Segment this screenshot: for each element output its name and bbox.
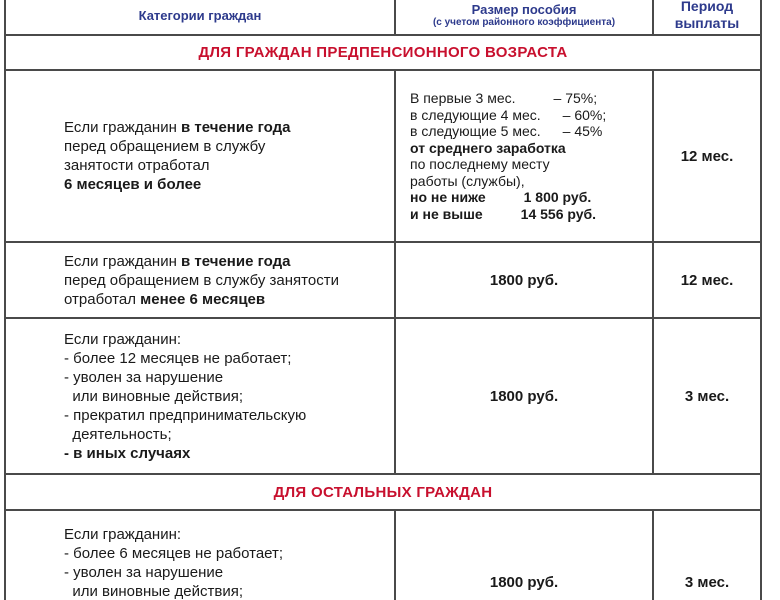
- text-line: [64, 252, 386, 271]
- table-row: [5, 242, 761, 318]
- text-line: Если гражданин:: [64, 526, 182, 543]
- text-line: Если гражданин:: [64, 330, 182, 348]
- text-line: [64, 290, 386, 309]
- text-line: - прекратил предпринимательскую: [64, 406, 307, 424]
- bold-fragment: в течение года: [181, 252, 291, 270]
- period-cell: 12 мес.: [653, 242, 761, 318]
- table-header-row: [5, 0, 761, 35]
- header-amount-label: Размер пособия: [471, 1, 577, 17]
- text-line: занятости отработал: [64, 157, 210, 174]
- text-fragment: отработал: [64, 290, 141, 308]
- section-others-title: ДЛЯ ОСТАЛЬНЫХ ГРАЖДАН: [5, 474, 761, 510]
- text-fragment: но не ниже: [410, 189, 486, 205]
- text-fragment: Если гражданин: [64, 119, 182, 136]
- amount-cell: 1800 руб.: [395, 242, 653, 318]
- text-fragment: – 45%: [562, 123, 603, 139]
- section-row-preretirement: [5, 35, 761, 70]
- header-period-label: Период выплаты: [674, 0, 740, 31]
- period-cell: 12 мес.: [653, 70, 761, 242]
- text-line: перед обращением в службу: [64, 138, 266, 155]
- text-line: перед обращением в службу занятости: [64, 271, 339, 289]
- text-fragment: В первые 3 мес.: [410, 90, 516, 106]
- text-fragment: в следующие 5 мес.: [410, 123, 541, 139]
- header-period: [653, 0, 761, 35]
- bold-fragment: в течение года: [181, 119, 291, 136]
- amount-cell: 1800 руб.: [395, 510, 653, 600]
- text-fragment: Если гражданин: [64, 252, 182, 270]
- text-fragment: 1 800 руб.: [523, 189, 592, 205]
- category-cell: [5, 318, 395, 474]
- header-amount: [395, 0, 653, 35]
- text-fragment: 14 556 руб.: [520, 205, 597, 222]
- text-line: или виновные действия;: [64, 387, 244, 405]
- section-preretirement-title: ДЛЯ ГРАЖДАН ПРЕДПЕНСИОННОГО ВОЗРАСТА: [5, 35, 761, 70]
- text-line: - более 6 месяцев не работает;: [64, 545, 284, 562]
- header-category: [5, 0, 395, 35]
- text-line: - уволен за нарушение: [64, 564, 224, 581]
- category-cell: [5, 242, 395, 318]
- text-line: или виновные действия;: [64, 583, 244, 600]
- unemployment-benefits-table: [4, 0, 762, 600]
- bold-fragment: менее 6 месяцев: [140, 290, 266, 308]
- bold-line: от среднего заработка: [410, 139, 566, 156]
- section-row-others: [5, 474, 761, 510]
- text-line: [64, 118, 386, 137]
- period-cell: 3 мес.: [653, 510, 761, 600]
- text-line: [410, 123, 646, 140]
- text-fragment: и не выше: [410, 205, 483, 222]
- bold-line: 6 месяцев и более: [64, 176, 202, 193]
- text-line: по последнему месту: [410, 156, 550, 172]
- table-row: [5, 318, 761, 474]
- text-line: работы (службы),: [410, 172, 525, 189]
- amount-cell: [395, 70, 653, 242]
- text-line: - уволен за нарушение: [64, 368, 224, 386]
- text-line: [410, 107, 646, 124]
- text-line: - более 12 месяцев не работает;: [64, 349, 292, 367]
- table-row: [5, 70, 761, 242]
- amount-cell: 1800 руб.: [395, 318, 653, 474]
- text-fragment: – 75%;: [553, 90, 598, 106]
- category-cell: [5, 510, 395, 600]
- text-line: [410, 90, 646, 107]
- text-fragment: в следующие 4 мес.: [410, 106, 541, 123]
- category-cell: [5, 70, 395, 242]
- bold-line: [410, 189, 646, 206]
- text-fragment: – 60%;: [562, 106, 607, 123]
- header-category-label: Категории граждан: [138, 7, 262, 23]
- period-cell: 3 мес.: [653, 318, 761, 474]
- table-row: [5, 510, 761, 600]
- text-line: деятельность;: [64, 425, 172, 443]
- header-amount-note: (с учетом районного коэффициента): [432, 16, 616, 28]
- bold-line: - в иных случаях: [64, 444, 191, 462]
- bold-line: [410, 206, 646, 223]
